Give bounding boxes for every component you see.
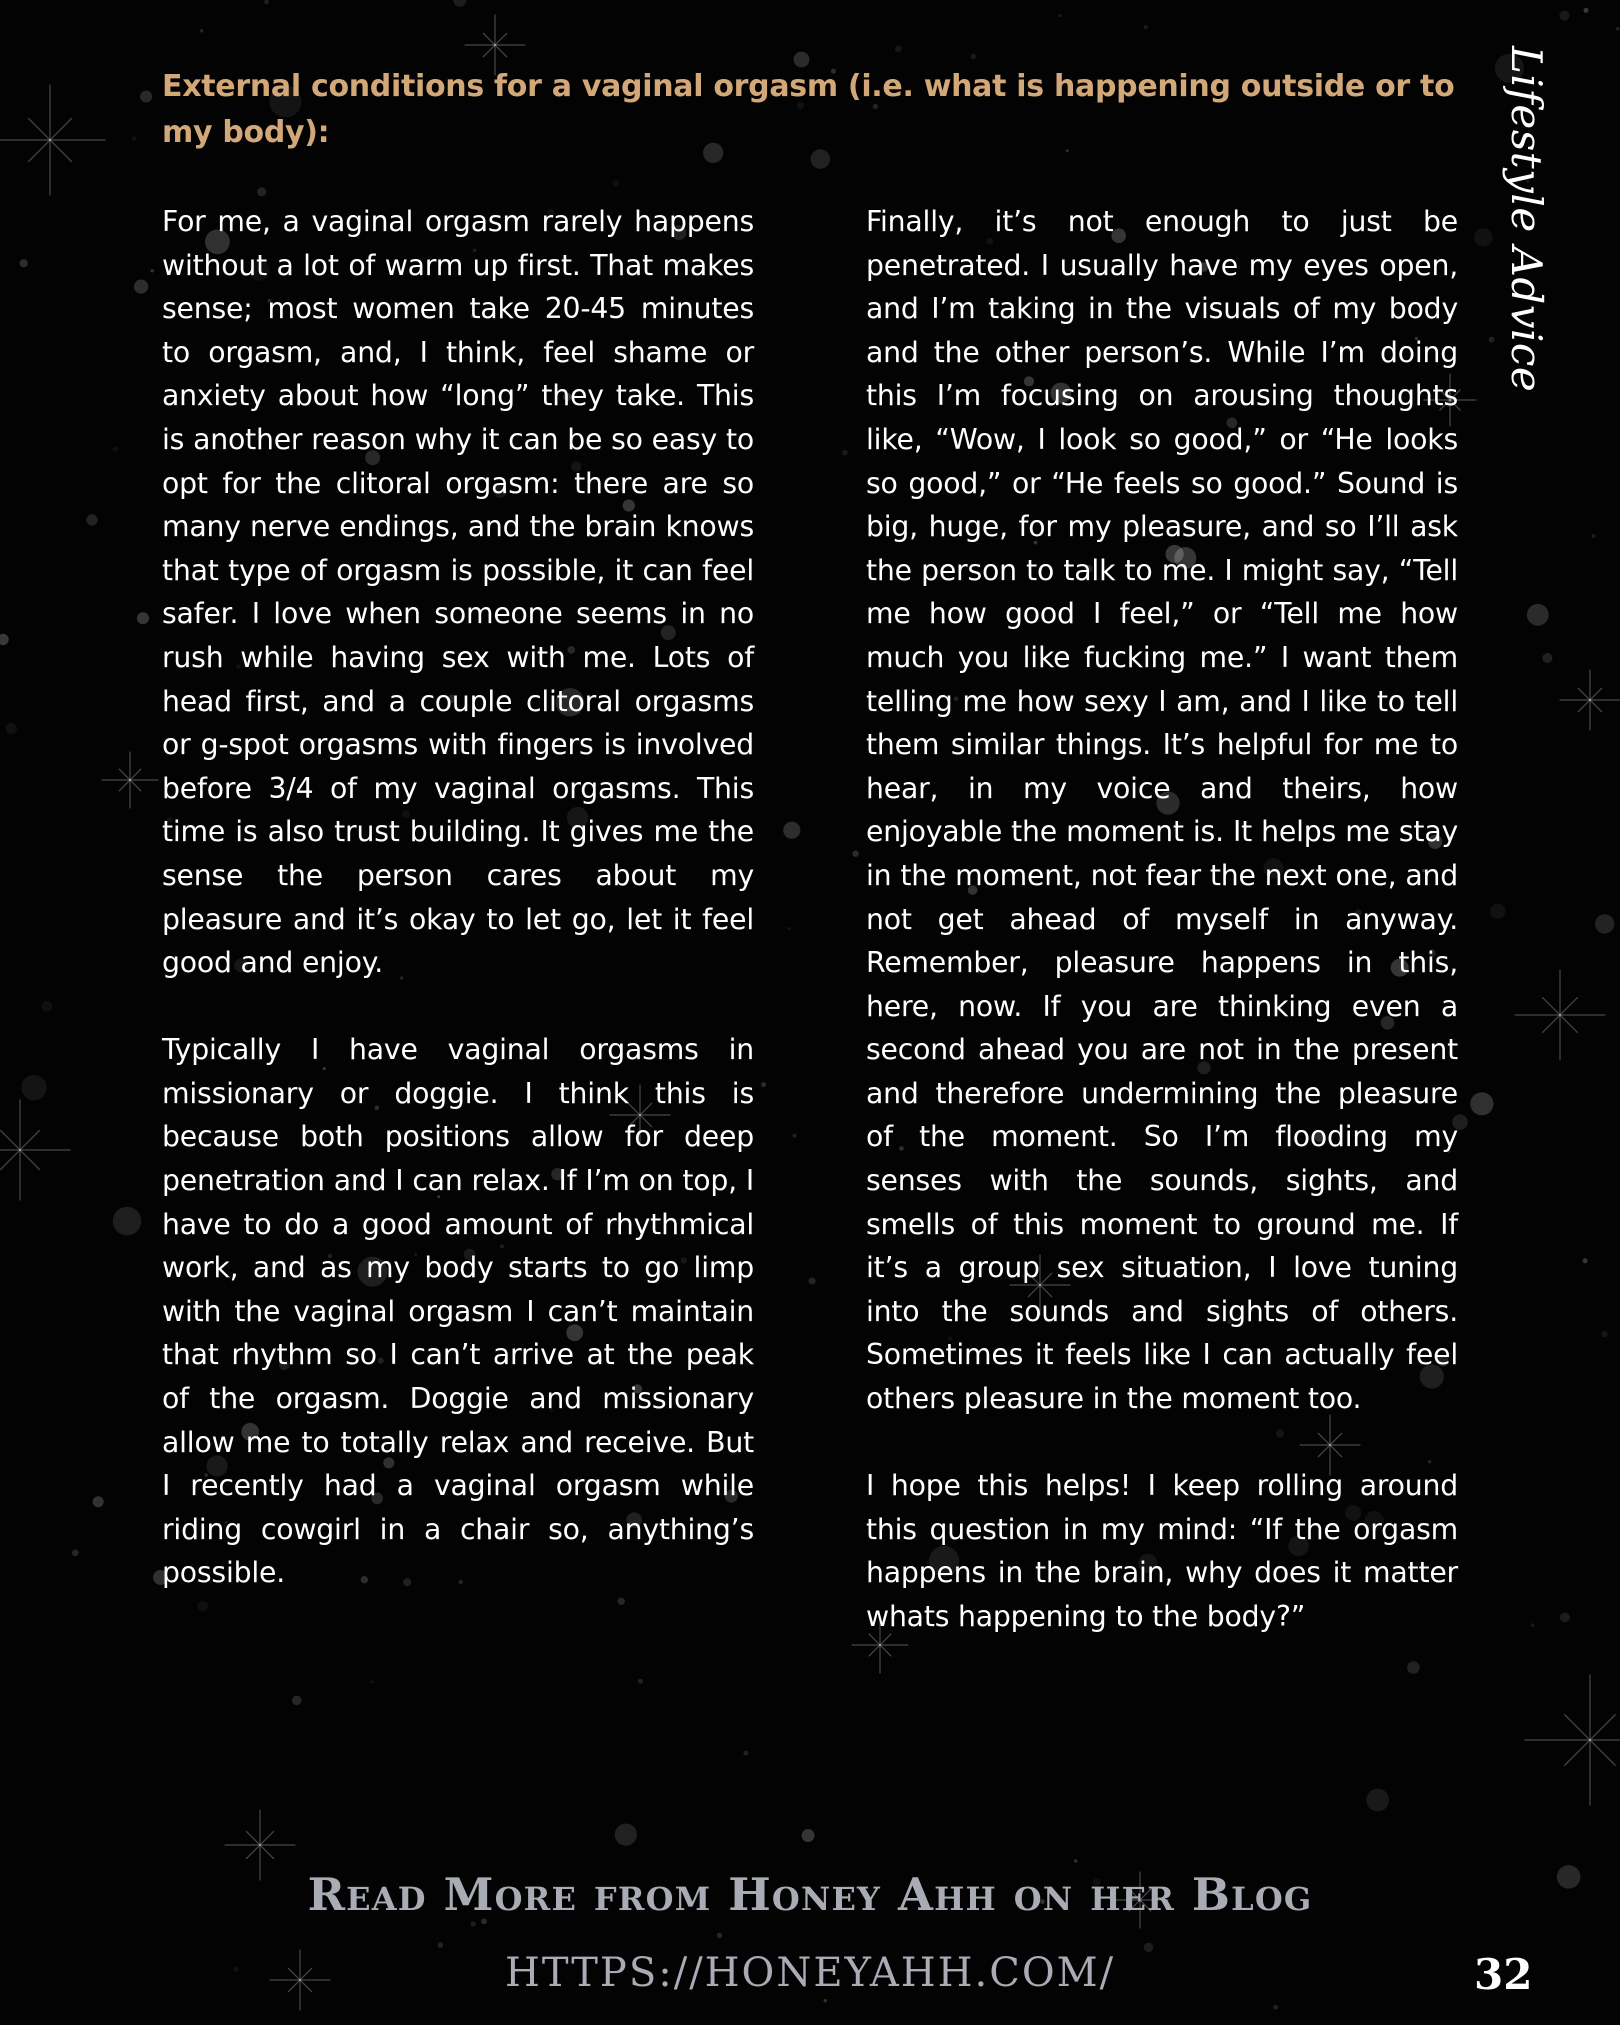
right-column [866, 200, 1458, 1682]
left-column [162, 200, 754, 1639]
section-heading: External conditions for a vaginal orgasm (i.e. what is happening outside or to my body): [162, 69, 1455, 150]
section-label-vertical: Lifestyle Advice [1502, 46, 1551, 393]
paragraph-positions: Typically I have vaginal orgasms in missionary or doggie. I think this is because both positions allow for deep penetration and I can relax. If I’m on top, I have to do a good amount of rhythmical work, and as my body starts to go limp with the vaginal orgasm I can’t maintain that rhythm so I can’t arrive at the peak of the orgasm. Doggie and missionary allow me to totally relax and receive. But I recently had a vaginal orgasm while riding cowgirl in a chair so, anything’s possible. [162, 1033, 754, 1590]
paragraph-warm-up: For me, a vaginal orgasm rarely happens without a lot of warm up first. That makes sense; most women take 20-45 minutes to orgasm, and, I think, feel shame or anxiety about how “long” they take. This is another reason why it can be so easy to opt for the clitoral orgasm: there are so many nerve endings, and the brain knows that type of orgasm is possible, it can feel safer. I love when someone seems in no rush while having sex with me. Lots of head first, and a couple clitoral orgasms or g-spot orgasms with fingers is involved before 3/4 of my vaginal orgasms. This time is also trust building. It gives me the sense the person cares about my pleasure and it’s okay to let go, let it feel good and enjoy. [162, 205, 754, 980]
page-number: 32 [1474, 1950, 1533, 1999]
blog-link[interactable]: HTTPS://HONEYAHH.COM/ [504, 1950, 1116, 1996]
blog-heading: Read More from Honey Ahh on her Blog [307, 1868, 1313, 1921]
paragraph-senses: Finally, it’s not enough to just be penetrated. I usually have my eyes open, and I’m taking in the visuals of my body and the other person’s. While I’m doing this I’m focusing on arousing thoughts like, “Wow, I look so good,” or “He looks so good,” or “He feels so good.” Sound is big, huge, for my pleasure, and so I’ll ask the person to talk to me. I might say, “Tell me how good I feel,” or “Tell me how much you like fucking me.” I want them telling me how sexy I am, and I like to tell them similar things. It’s helpful for me to hear, in my voice and theirs, how enjoyable the moment is. It helps me stay in the moment, not fear the next one, and not get ahead of myself in anyway. Remember, pleasure happens in this, here, now. If you are thinking even a second ahead you are not in the present and therefore undermining the pleasure of the moment. So I’m flooding my senses with the sounds, sights, and smells of this moment to ground me. If it’s a group sex situation, I love tuning into the sounds and sights of others. Sometimes it feels like I can actually feel others pleasure in the moment too. [866, 205, 1458, 1416]
paragraph-closing: I hope this helps! I keep rolling around this question in my mind: “If the orgasm happens in the brain, why does it matter whats happening to the body?” [866, 1469, 1458, 1633]
